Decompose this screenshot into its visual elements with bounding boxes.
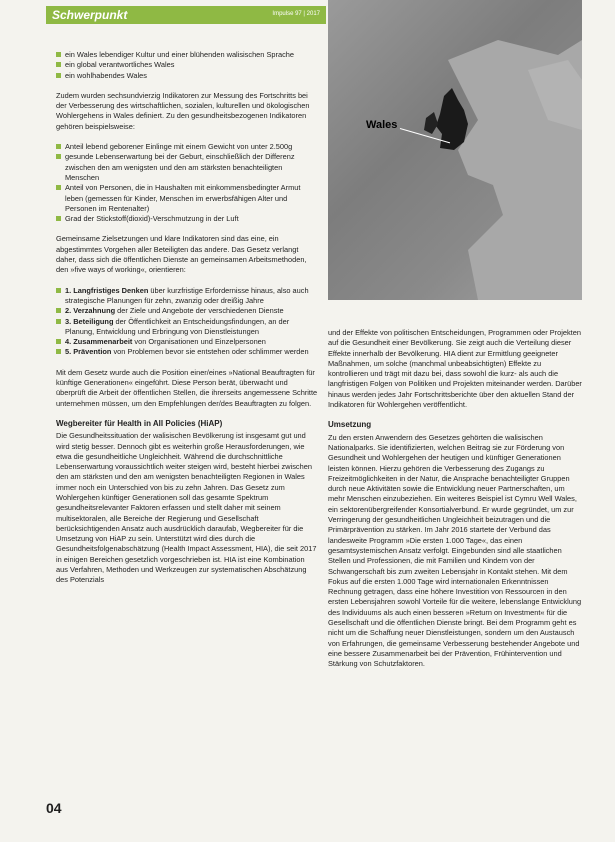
list-item: ein global verantwortliches Wales bbox=[56, 60, 318, 70]
map-shapes bbox=[328, 0, 582, 300]
list-item: ein wohlhabendes Wales bbox=[56, 71, 318, 81]
list-item: 4. Zusammenarbeit von Organisationen und Einzelpersonen bbox=[56, 337, 318, 347]
list-item: Anteil lebend geborener Einlinge mit einem Gewicht von unter 2.500g bbox=[56, 142, 318, 152]
subheading: Wegbereiter für Health in All Policies (HiAP) bbox=[56, 418, 223, 428]
europe-map bbox=[328, 0, 582, 300]
paragraph: Zudem wurden sechsundvierzig Indikatoren zur Messung des Fortschritts bei der Verbesserung des wirtschaftlichen, sozialen, kulturellen und ökologischen Wohlergehens in Wales definiert. Zu den gesundheitsbezogenen Indikatoren gehören beispielsweise: bbox=[56, 90, 310, 131]
ireland-shape bbox=[424, 112, 438, 134]
list-item: 2. Verzahnung der Ziele und Angebote der verschiedenen Dienste bbox=[56, 306, 318, 316]
list-item: 3. Beteiligung der Öffentlichkeit an Entscheidungsfindungen, an der Planung, Entwicklung und Erbringung von Dienstleistungen bbox=[56, 317, 318, 338]
list-item: 5. Prävention von Problemen bevor sie entstehen oder schlimmer werden bbox=[56, 347, 318, 357]
map-label-wales: Wales bbox=[366, 119, 398, 131]
paragraph: Die Gesundheitssituation der walisischen Bevölkerung ist insgesamt gut und wird stetig besser. Dennoch gibt es weiterhin große Herausforderungen, wie etwa die gesundheitliche Ungleichheit. Während die durchschnittliche Lebenserwartung voraussichtlich weiter steigen wird, besteht hierbei zwischen den am stärksten und den am wenigsten benachteiligten Regionen in Wales immer noch ein Unterschied von bis zu zehn Jahren. Das Gesetz zum Wohlergehen künftiger Generationen soll das gesamte Spektrum gesundheitsrelevanter Faktoren erfassen und stellt daher mit seinem multisektoralen, alle Bereiche der Regierung und Gesellschaft berücksichtigenden Ansatz auch ausdrücklich daraufab, Wegbereiter für die Umsetzung von HiAP zu sein. Unterstützt wird dies durch die Gesundheitsfolgenabschätzung (Health Impact Assessment, HIA), die seit 2017 in einigen Bereichen gesetzlich vorgeschrieben ist. HIA ist eine Kombination aus Verfahren, Methoden und Werkzeugen zur systematischen Abschätzung des Potenzials bbox=[56, 431, 317, 585]
page-number: 04 bbox=[46, 800, 62, 816]
list-item: Anteil von Personen, die in Haushalten mit einkommensbedingter Armut leben (gemessen für Kinder, Menschen im erwerbsfähigen Alter und Personen im Rentenalter) bbox=[56, 183, 318, 214]
list-item: ein Wales lebendiger Kultur und einer blühenden walisischen Sprache bbox=[56, 50, 318, 60]
column-left bbox=[56, 50, 318, 596]
paragraph: Zu den ersten Anwendern des Gesetzes gehörten die walisischen Nationalparks. Sie identifizierten, welchen Beitrag sie zur Förderung von Gesundheit und Wohlergehen der heutigen und künftiger Generationen leisten können. Hierzu gehören die Verbesserung des Zugangs zu Freizeitmöglichkeiten in der Natur, die Ansprache benachteiligter Gruppen durch neue Aktivitäten sowie die Entwicklung neuer Partnerschaften, um mehr Menschen einzubeziehen. Ein weiteres Beispiel ist Cymru Well Wales, ein sektorenübergreifender Konsortialverbund. Er wurde gegründet, um zur Verringerung der gesundheitlichen Ungleichheit beizutragen und die Primärprävention zu stärken. Im Jahr 2016 startete der Verbund das landesweite Programm »Die ersten 1.000 Tage«, das einen gesamtsystemischen Ansatz verfolgt. Eingebunden sind alle staatlichen Stellen und Professionen, die mit Familien und Kindern von der Schwangerschaft bis zum zweiten Lebensjahr in Kontakt stehen. Mit dem Fokus auf die ersten 1.000 Tage wird internationalen Erkenntnissen Rechnung getragen, dass eine höhere Investition von Ressourcen in den ersten Lebensjahren sowohl Vorteile für die weitere, lebenslange Entwicklung des Individuums als auch einen besseren »Return on Investment« für die Gesellschaft und die öffentlichen Dienste bringt. Bei dem Programm geht es nicht um die Schaffung neuer Dienstleistungen, sondern um den Austausch von Erfahrungen, die gemeinsame Verbesserung bestehender Angebote und eine bessere Zusammenarbeit bei der Prävention, Frühintervention und Stärkung von Schutzfaktoren. bbox=[328, 432, 582, 669]
column-right bbox=[328, 328, 582, 680]
list-item: 1. Langfristiges Denken über kurzfristige Erfordernisse hinaus, also auch strategische Planungen für zehn, zwanzig oder dreißig Jahre bbox=[56, 286, 318, 307]
issue-label: Impulse 97 | 2017 bbox=[272, 11, 320, 17]
section-header bbox=[46, 6, 326, 24]
goals-list bbox=[56, 50, 318, 81]
section-title: Schwerpunkt bbox=[52, 8, 128, 22]
paragraph: Mit dem Gesetz wurde auch die Position einer/eines »National Beauftragten für künftige Generationen« eingeführt. Diese Person berät, überwacht und überprüft die Arbeit der öffentlichen Stellen, die ihrerseits angemessene Schritte unternehmen müssen, um den Empfehlungen der/des Beauftragten zu folgen. bbox=[56, 367, 318, 408]
paragraph: Gemeinsame Zielsetzungen und klare Indikatoren sind das eine, ein abgestimmtes Vorgehen aller Beteiligten das andere. Das Gesetz verlangt daher, dass sich die öffentlichen Dienste an gemeinsamen Arbeitsmethoden, den »five ways of working«, orientieren: bbox=[56, 234, 307, 275]
ways-of-working-list bbox=[56, 286, 318, 358]
paragraph: und der Effekte von politischen Entscheidungen, Programmen oder Projekten auf die Gesundheit einer Bevölkerung. Sie zeigt auch die Verteilung dieser Effekte innerhalb der Bevölkerung. HIA dient zur Ermittlung geeigneter Maßnahmen, um solche (manchmal unbeabsichtigten) Effekte zu kontrollieren und trägt mit dazu bei, dass sowohl die kurz- als auch die langfristigen Folgen von Politiken und Projekten miteinander werden. Darüber hinaus werden jedes Jahr Fortschrittsberichte über den aktuellen Stand der Indikatoren für Wohlergehen veröffentlicht. bbox=[328, 328, 582, 410]
indicator-list bbox=[56, 142, 318, 224]
list-item: Grad der Stickstoff(dioxid)-Verschmutzung in der Luft bbox=[56, 214, 318, 224]
subheading: Umsetzung bbox=[328, 420, 372, 430]
list-item: gesunde Lebenserwartung bei der Geburt, einschließlich der Differenz zwischen den am wenigsten und den am stärksten benachteiligten Menschen bbox=[56, 152, 318, 183]
